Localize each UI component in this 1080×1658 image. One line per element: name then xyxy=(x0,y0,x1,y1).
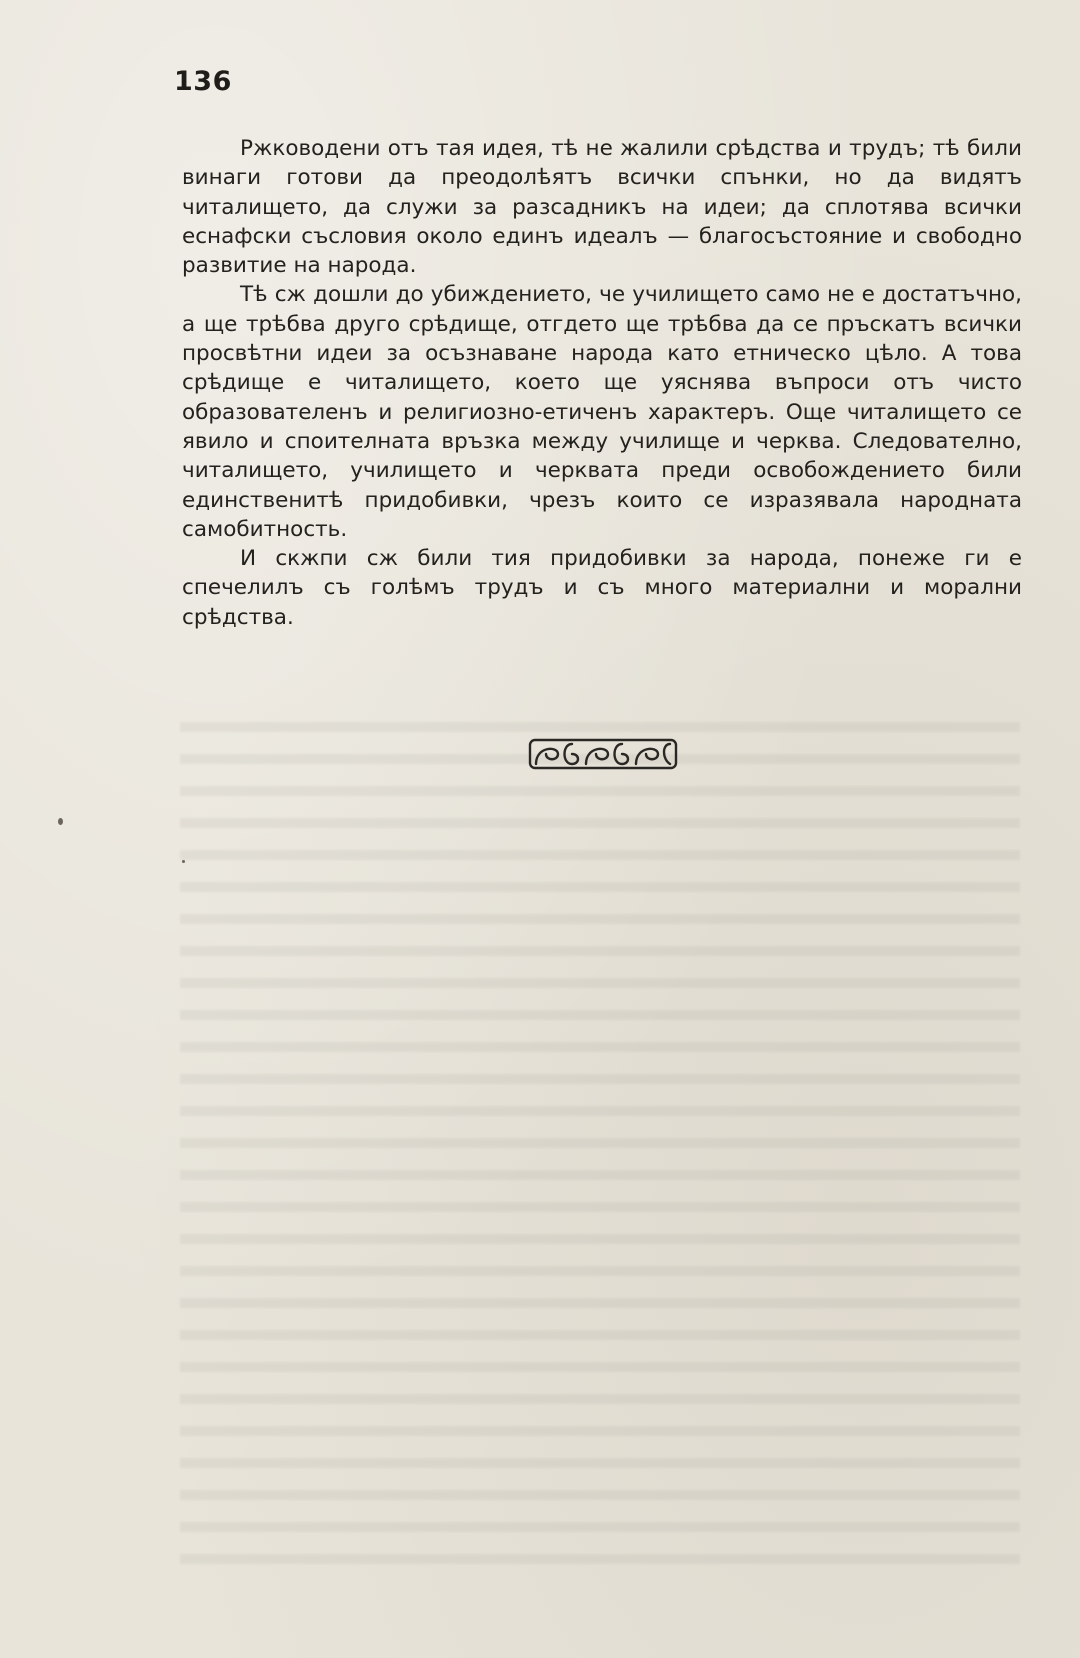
paragraph-1: Ржководени отъ тая идея, тѣ не жалили срѣдства и трудъ; тѣ били винаги готови да преодолѣятъ всички спънки, но да видятъ читалището, да служи за разсадникъ на идеи; да сплотява всички еснафски съсловия около единъ идеалъ — благосъстояние и свободно развитие на народа. xyxy=(182,136,1022,279)
ornament-divider-icon xyxy=(528,737,678,771)
speck-mark xyxy=(58,818,63,825)
speck-mark xyxy=(182,860,185,863)
show-through-text xyxy=(180,700,1020,1580)
page-number: 136 xyxy=(174,66,232,97)
paragraph-3: И скжпи сж били тия придобивки за народа, понеже ги е спечелилъ съ голѣмъ трудъ и съ много материални и морални срѣдства. xyxy=(182,546,1022,630)
paragraph-2: Тѣ сж дошли до убиждението, че училището само не е достатъчно, а ще трѣбва друго срѣдище, отгдето ще трѣбва да се пръскатъ всички просвѣтни идеи за осъзнаване народа като етническо цѣло. А това срѣдище е читалището, което ще уяснява въпроси отъ чисто образователенъ и религиозно-етиченъ характеръ. Още читалището се явило и споителната връзка между училище и черква. Следователно, читалището, училището и черквата преди освобождението били единственитѣ придобивки, чрезъ които се изразявала народната самобитность. xyxy=(182,282,1022,542)
body-text xyxy=(182,134,1022,632)
